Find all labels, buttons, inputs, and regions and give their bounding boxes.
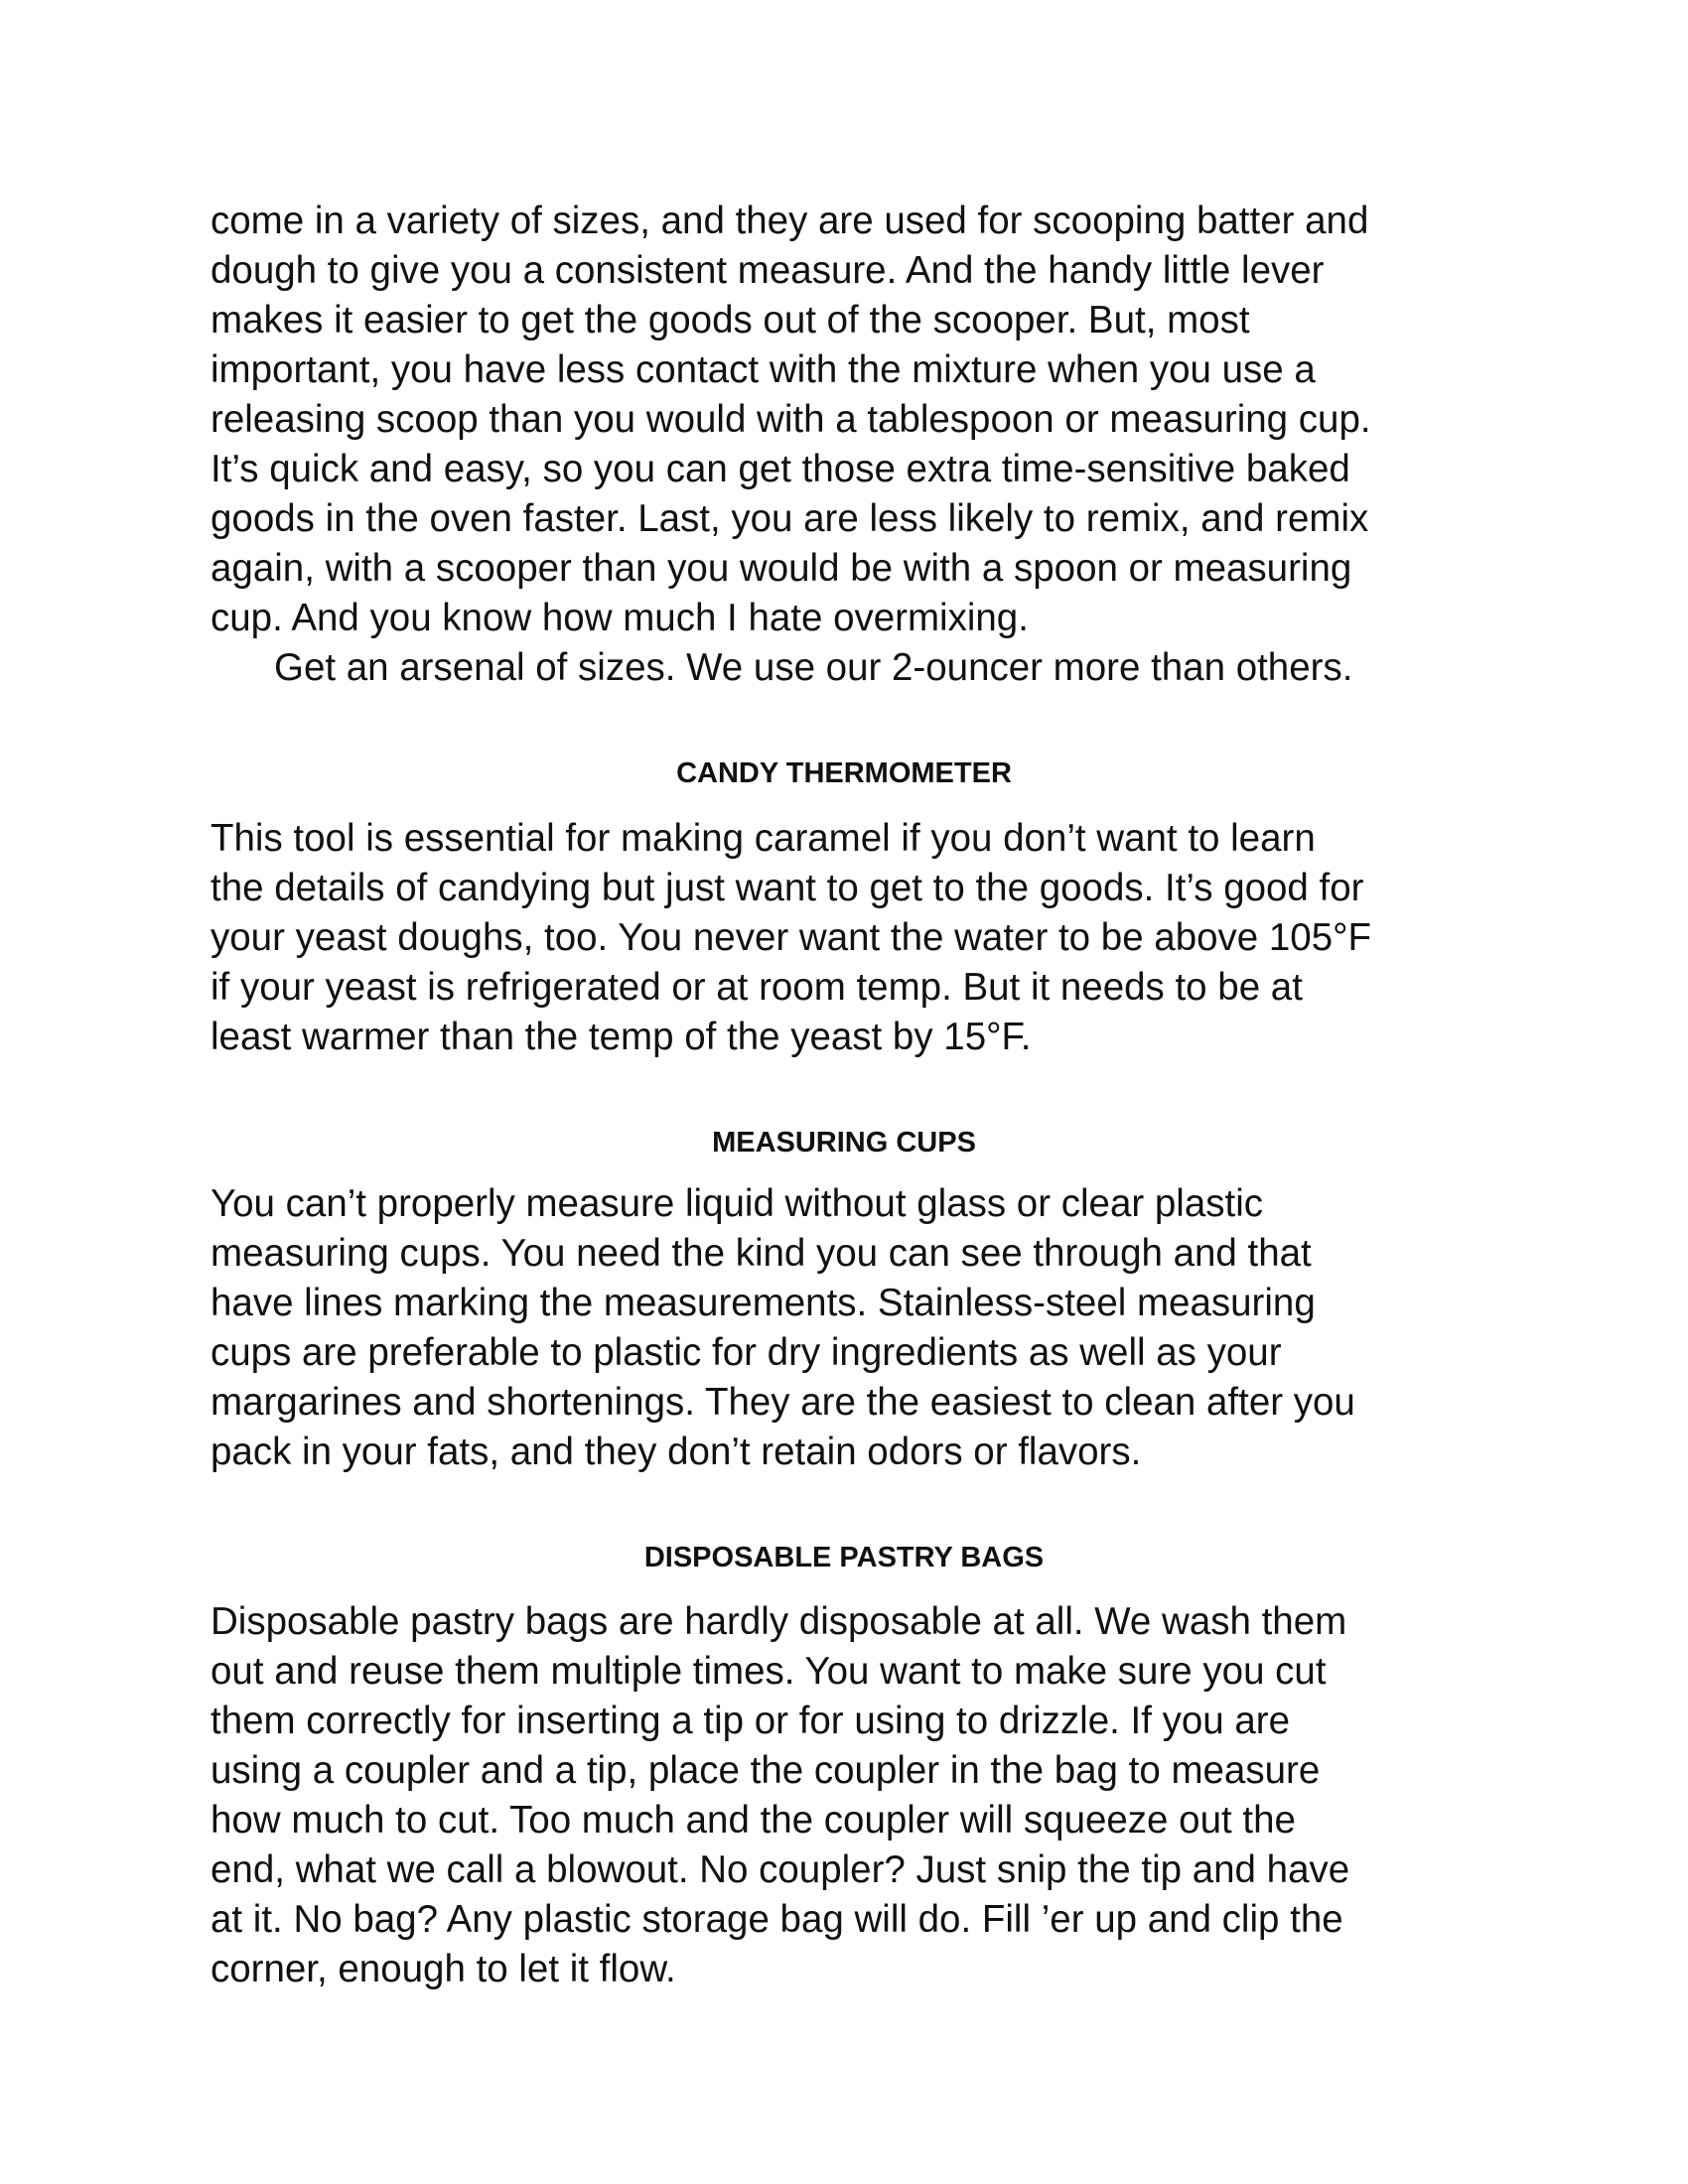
text-line: corner, enough to let it flow.	[211, 1948, 676, 1990]
text-line: cup. And you know how much I hate overmixing.	[211, 597, 1029, 639]
text-line: releasing scoop than you would with a tablespoon or measuring cup.	[211, 398, 1371, 441]
section-candy-thermometer	[211, 755, 1501, 1062]
text-line: dough to give you a consistent measure. And the handy little lever	[211, 249, 1325, 292]
text-line: out and reuse them multiple times. You want to make sure you cut	[211, 1650, 1327, 1693]
section-measuring-cups	[211, 1125, 1501, 1477]
intro-paragraph	[211, 197, 1501, 693]
document-page	[211, 197, 1501, 1994]
text-line: how much to cut. Too much and the coupler will squeeze out the	[211, 1799, 1296, 1842]
text-line: makes it easier to get the goods out of the scooper. But, most	[211, 299, 1250, 341]
text-line: if your yeast is refrigerated or at room temp. But it needs to be at	[211, 966, 1303, 1009]
text-line: them correctly for inserting a tip or for using to drizzle. If you are	[211, 1700, 1291, 1742]
indented-text-line: Get an arsenal of sizes. We use our 2-ouncer more than others.	[274, 646, 1353, 689]
text-line: Disposable pastry bags are hardly disposable at all. We wash them	[211, 1600, 1347, 1643]
text-line: the details of candying but just want to get to the goods. It’s good for	[211, 867, 1364, 909]
text-line: important, you have less contact with the mixture when you use a	[211, 348, 1316, 391]
text-line: end, what we call a blowout. No coupler? Just snip the tip and have	[211, 1848, 1350, 1891]
text-line: You can’t properly measure liquid without glass or clear plastic	[211, 1182, 1264, 1225]
text-line: again, with a scooper than you would be with a spoon or measuring	[211, 547, 1352, 590]
section-disposable-pastry-bags	[211, 1540, 1501, 1994]
text-line: least warmer than the temp of the yeast by 15°F.	[211, 1016, 1032, 1058]
section-heading: MEASURING CUPS	[712, 1127, 976, 1159]
text-line: at it. No bag? Any plastic storage bag will do. Fill ’er up and clip the	[211, 1898, 1343, 1941]
text-line: goods in the oven faster. Last, you are less likely to remix, and remix	[211, 497, 1369, 540]
section-heading: CANDY THERMOMETER	[676, 757, 1012, 789]
text-line: It’s quick and easy, so you can get those extra time-sensitive baked	[211, 448, 1350, 490]
text-line: cups are preferable to plastic for dry ingredients as well as your	[211, 1331, 1282, 1374]
text-line: This tool is essential for making caramel if you don’t want to learn	[211, 817, 1316, 860]
text-line: measuring cups. You need the kind you can see through and that	[211, 1232, 1312, 1275]
text-line: margarines and shortenings. They are the easiest to clean after you	[211, 1381, 1355, 1424]
text-line: come in a variety of sizes, and they are used for scooping batter and	[211, 200, 1369, 242]
text-line: pack in your fats, and they don’t retain odors or flavors.	[211, 1431, 1142, 1473]
text-line: your yeast doughs, too. You never want the water to be above 105°F	[211, 916, 1372, 959]
text-line: have lines marking the measurements. Stainless-steel measuring	[211, 1282, 1316, 1324]
text-line: using a coupler and a tip, place the coupler in the bag to measure	[211, 1749, 1321, 1792]
section-heading: DISPOSABLE PASTRY BAGS	[643, 1542, 1045, 1573]
